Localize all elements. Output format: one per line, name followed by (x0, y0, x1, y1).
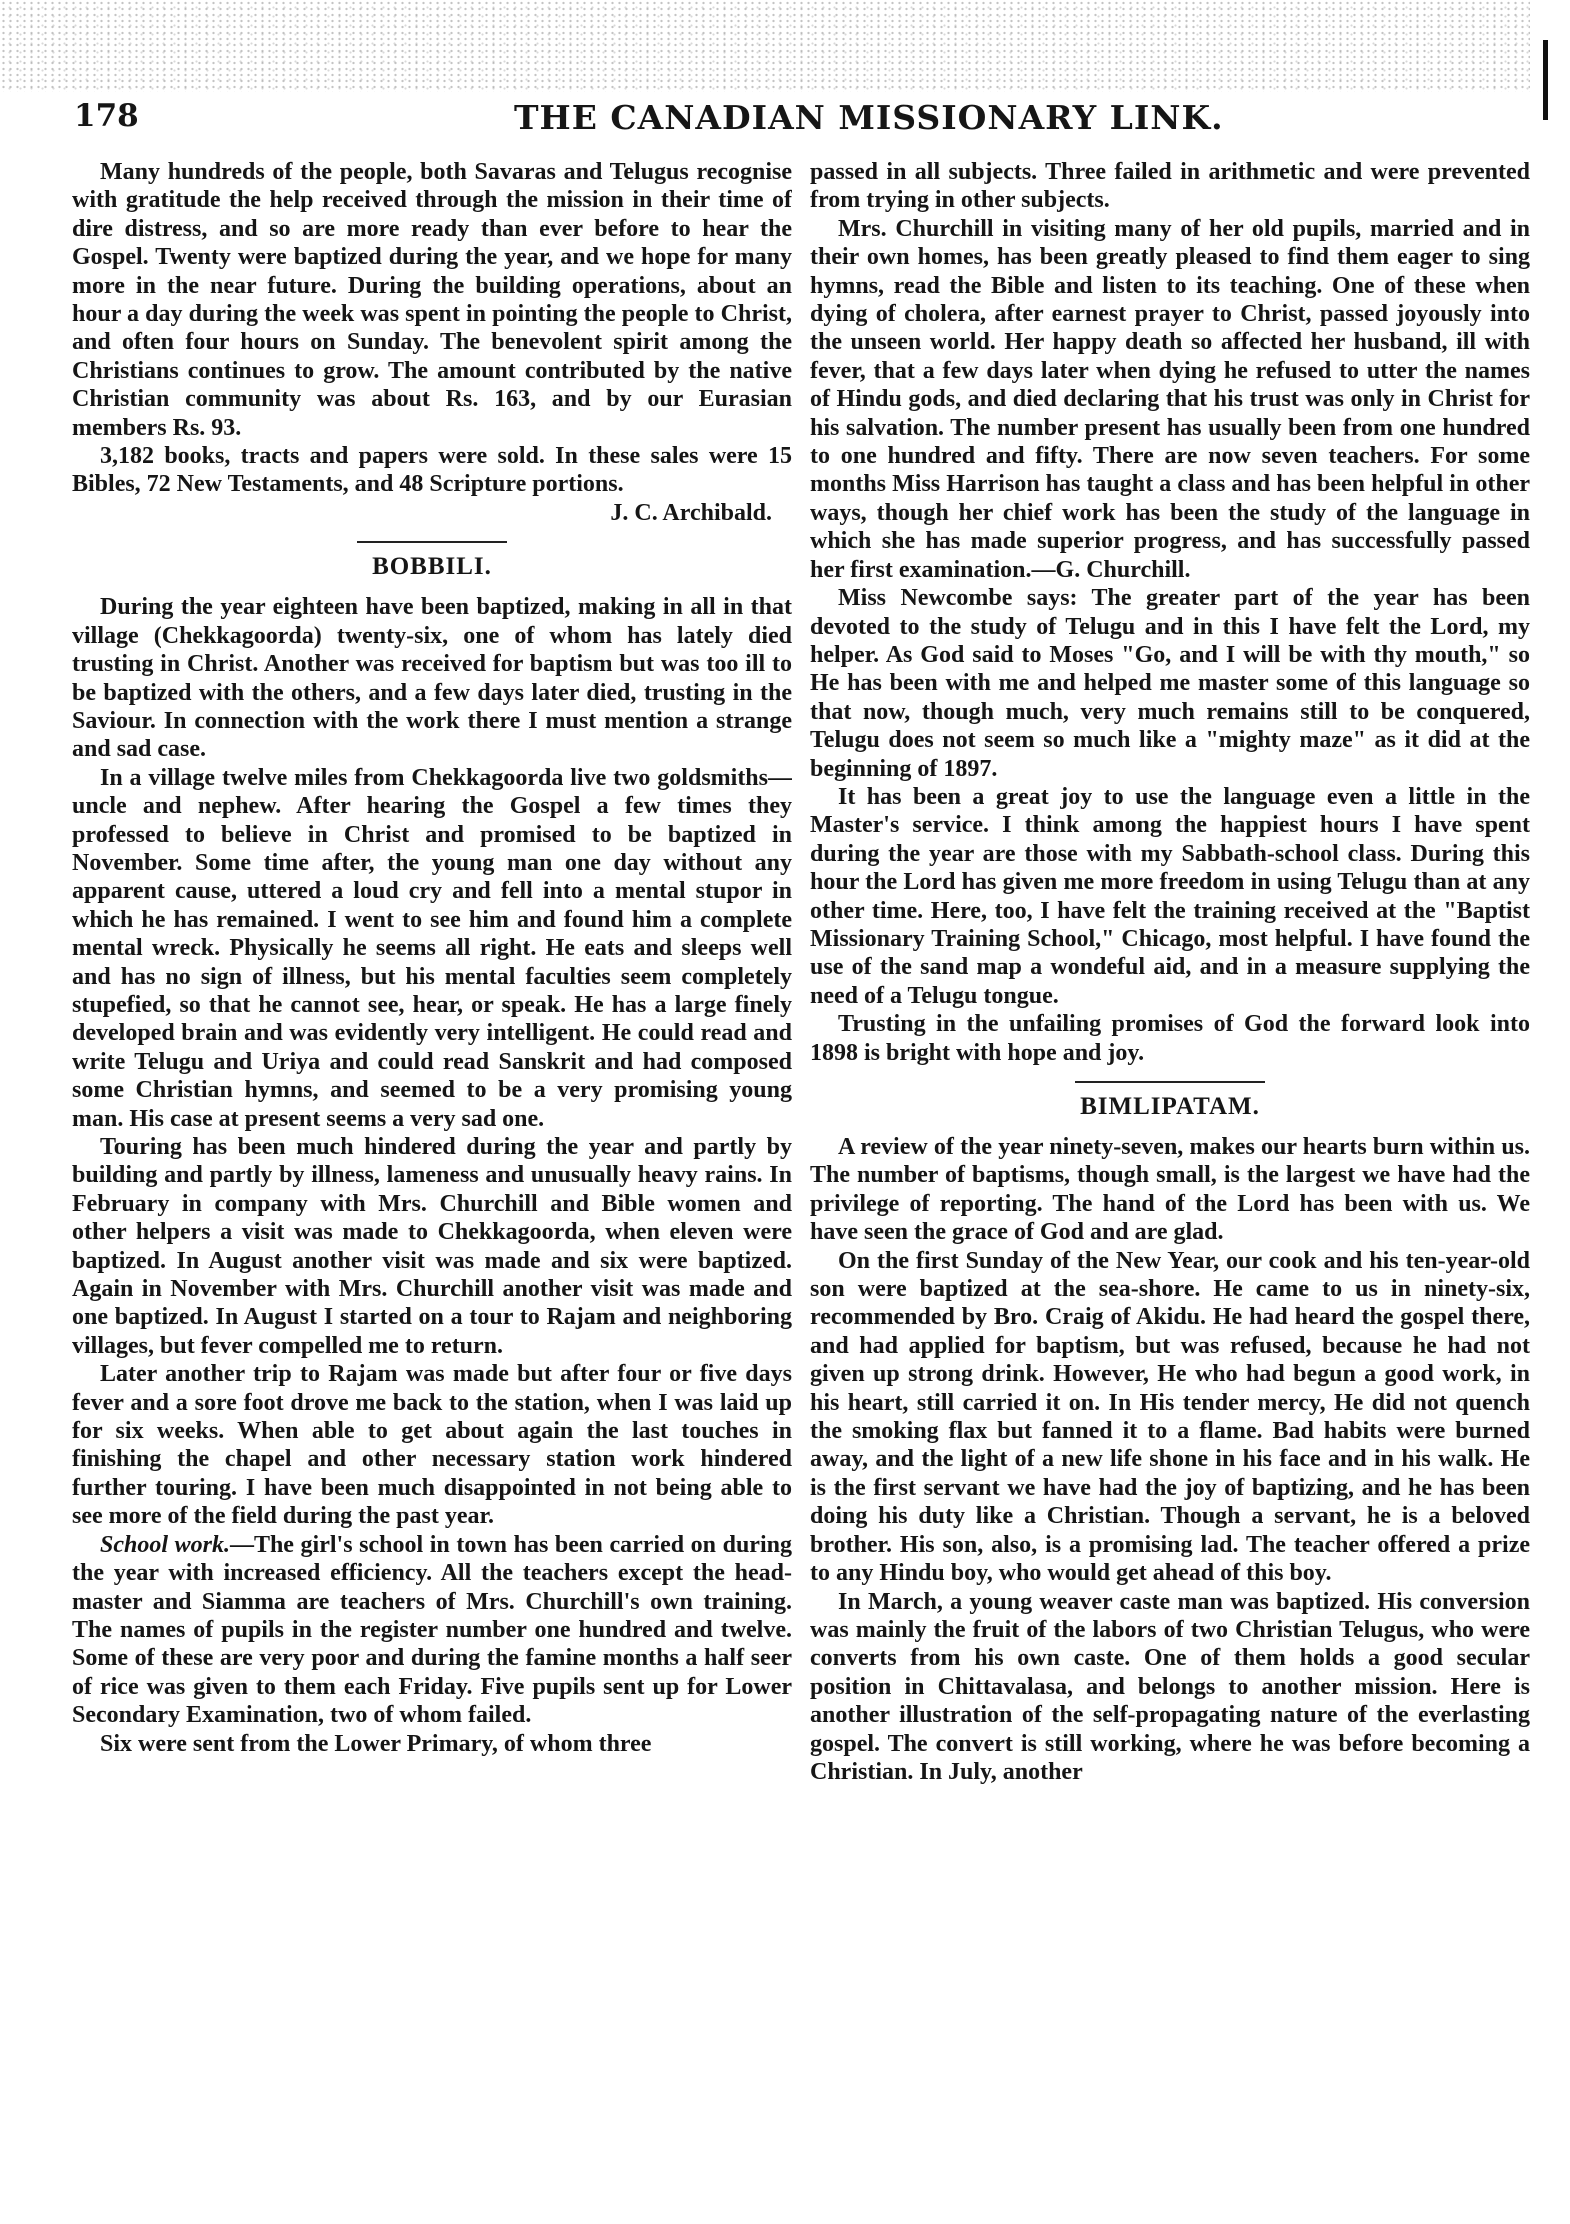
paragraph (72, 1531, 792, 1730)
paragraph: passed in all subjects. Three failed in arithmetic and were prevented from trying in other subjects. (810, 159, 1530, 214)
left-column (72, 158, 792, 2208)
margin-rule (1543, 40, 1548, 120)
running-header (74, 98, 1474, 144)
paragraph: Touring has been much hindered during the year and partly by building and partly by illness, lameness and unusually heavy rains. In February in company with Mrs. Churchill and Bible women and other helpers a visit was made to Chekkagoorda, when eleven were baptized. In August another visit was made and six were baptized. Again in November with Mrs. Churchill another visit was made and one baptized. In August I started on a tour to Rajam and neighboring villages, but fever compelled me to return. (72, 1134, 792, 1359)
paragraph: In March, a young weaver caste man was baptized. His conversion was mainly the fruit of the labors of two Christian Telugus, who were converts from his own caste. One of them holds a good secular position in Chittavalasa, and belongs to another mission. Here is another illustration of the self-propagating nature of the everlasting gospel. The convert is still working, where he was before becoming a Christian. In July, another (810, 1588, 1530, 1785)
section-heading: BIMLIPATAM. (1080, 1093, 1260, 1120)
signature: J. C. Archibald. (610, 499, 772, 526)
paragraph: Many hundreds of the people, both Savaras and Telugus recognise with gratitude the help received through the mission in their time of dire distress, and so are more ready than ever before to hear the Gospel. Twenty were baptized during the year, and we hope for many more in the near future. During the building operations, about an hour a day during the week was spent in pointing the people to Christ, and often four hours on Sunday. The benevolent spirit among the Christians continues to grow. The amount contributed by the native Christian community was about Rs. 163, and by our Eurasian members Rs. 93. (72, 159, 792, 441)
paragraph: On the first Sunday of the New Year, our cook and his ten-year-old son were baptized at the sea-shore. He came to us in ninety-six, recommended by Bro. Craig of Akidu. He had heard the gospel there, and had applied for baptism, but was refused, because he had not given up strong drink. However, He who had begun a good work, in his heart, still carried it on. In His tender mercy, He did not quench the smoking flax but fanned it to a flame. Bad habits were burned away, and the light of a new life shone in his face and in his walk. He is the first servant we have had the joy of baptizing, and he has been doing his duty like a Christian. Though a servant, he is a beloved brother. His son, also, is a promising lad. The teacher offered a prize to any Hindu boy, who would get ahead of this boy. (810, 1247, 1530, 1587)
paragraph: During the year eighteen have been baptized, making in all in that village (Chekkagoorda) twenty-six, one of whom has lately died trusting in Christ. Another was received for baptism but was too ill to be baptized with the others, and a few days later died, trusting in the Saviour. In connection with the work there I must mention a strange and sad case. (72, 594, 792, 763)
paragraph: In a village twelve miles from Chekkagoorda live two goldsmiths—uncle and nephew. After hearing the Gospel a few times they professed to believe in Christ and promised to be baptized in November. Some time after, the young man one day without any apparent cause, uttered a loud cry and fell into a mental stupor in which he has remained. I went to see him and found him a complete mental wreck. Physically he seems all right. He eats and sleeps well and has no sign of illness, but his mental faculties seem completely stupefied, so that he cannot see, hear, or speak. He has a large finely developed brain and was evidently very intelligent. He could read and write Telugu and Uriya and could read Sanskrit and had composed some Christian hymns, and seemed to be a very promising young man. His case at present seems a very sad one. (72, 764, 792, 1132)
paragraph: 3,182 books, tracts and papers were sold. In these sales were 15 Bibles, 72 New Testaments, and 48 Scripture portions. (72, 443, 792, 498)
paragraph: It has been a great joy to use the language even a little in the Master's service. I think among the happiest hours I have spent during the year are those with my Sabbath-school class. During this hour the Lord has given me more freedom in using Telugu than at any other time. Here, too, I have felt the training received at the "Baptist Missionary Training School," Chicago, most helpful. I have found the use of the sand map a wondeful aid, and in a measure supplying the need of a Telugu tongue. (810, 783, 1530, 1009)
section-heading: BOBBILI. (372, 553, 492, 581)
running-title: THE CANADIAN MISSIONARY LINK. (514, 98, 1224, 137)
paragraph: Later another trip to Rajam was made but after four or five days fever and a sore foot drove me back to the station, when I was laid up for six weeks. When able to get about again the last touches in finishing the chapel and other necessary station work hindered further touring. I have been much disappointed in not being able to see more of the field during the past year. (72, 1361, 792, 1530)
section-rule (357, 541, 507, 543)
paragraph: Trusting in the unfailing promises of God the forward look into 1898 is bright with hope and joy. (810, 1011, 1530, 1066)
right-column (810, 158, 1530, 2208)
page-number: 178 (74, 98, 139, 134)
subheading: School work. (100, 1531, 230, 1558)
section-rule (1075, 1081, 1265, 1083)
scan-noise (0, 0, 1530, 92)
paragraph: Six were sent from the Lower Primary, of whom three (100, 1730, 652, 1757)
paragraph-text: —The girl's school in town has been carried on during the year with increased efficiency. All the teachers except the head-master and Siamma are teachers of Mrs. Churchill's own training. The names of pupils in the register number one hundred and twelve. Some of these are very poor and during the famine months a half seer of rice was given to them each Friday. Five pupils sent up for Lower Secondary Examination, two of whom failed. (72, 1531, 792, 1729)
paragraph: Miss Newcombe says: The greater part of the year has been devoted to the study of Telugu and in this I have felt the Lord, my helper. As God said to Moses "Go, and I will be with thy mouth," so He has been with me and helped me master some of this language so that now, though much, very much remains still to be conquered, Telugu does not seem so much like a "mighty maze" as it did at the beginning of 1897. (810, 585, 1530, 782)
paragraph: A review of the year ninety-seven, makes our hearts burn within us. The number of baptisms, though small, is the largest we have had the privilege of reporting. The hand of the Lord has been with us. We have seen the grace of God and are glad. (810, 1134, 1530, 1246)
paragraph: Mrs. Churchill in visiting many of her old pupils, married and in their own homes, has been greatly pleased to find them eager to sing hymns, read the Bible and listen to its teaching. One of these when dying of cholera, after earnest prayer to Christ, passed joyously into the unseen world. Her happy death so affected her husband, ill with fever, that a few days later when dying he refused to utter the names of Hindu gods, and died declaring that his trust was only in Christ for his salvation. The number present has usually been from one hundred to one hundred and fifty. There are now seven teachers. For some months Miss Harrison has taught a class and has been helpful in other ways, though her chief work has been the study of the language in which she has made superior progress, and has successfully passed her first examination.—G. Churchill. (810, 215, 1530, 583)
